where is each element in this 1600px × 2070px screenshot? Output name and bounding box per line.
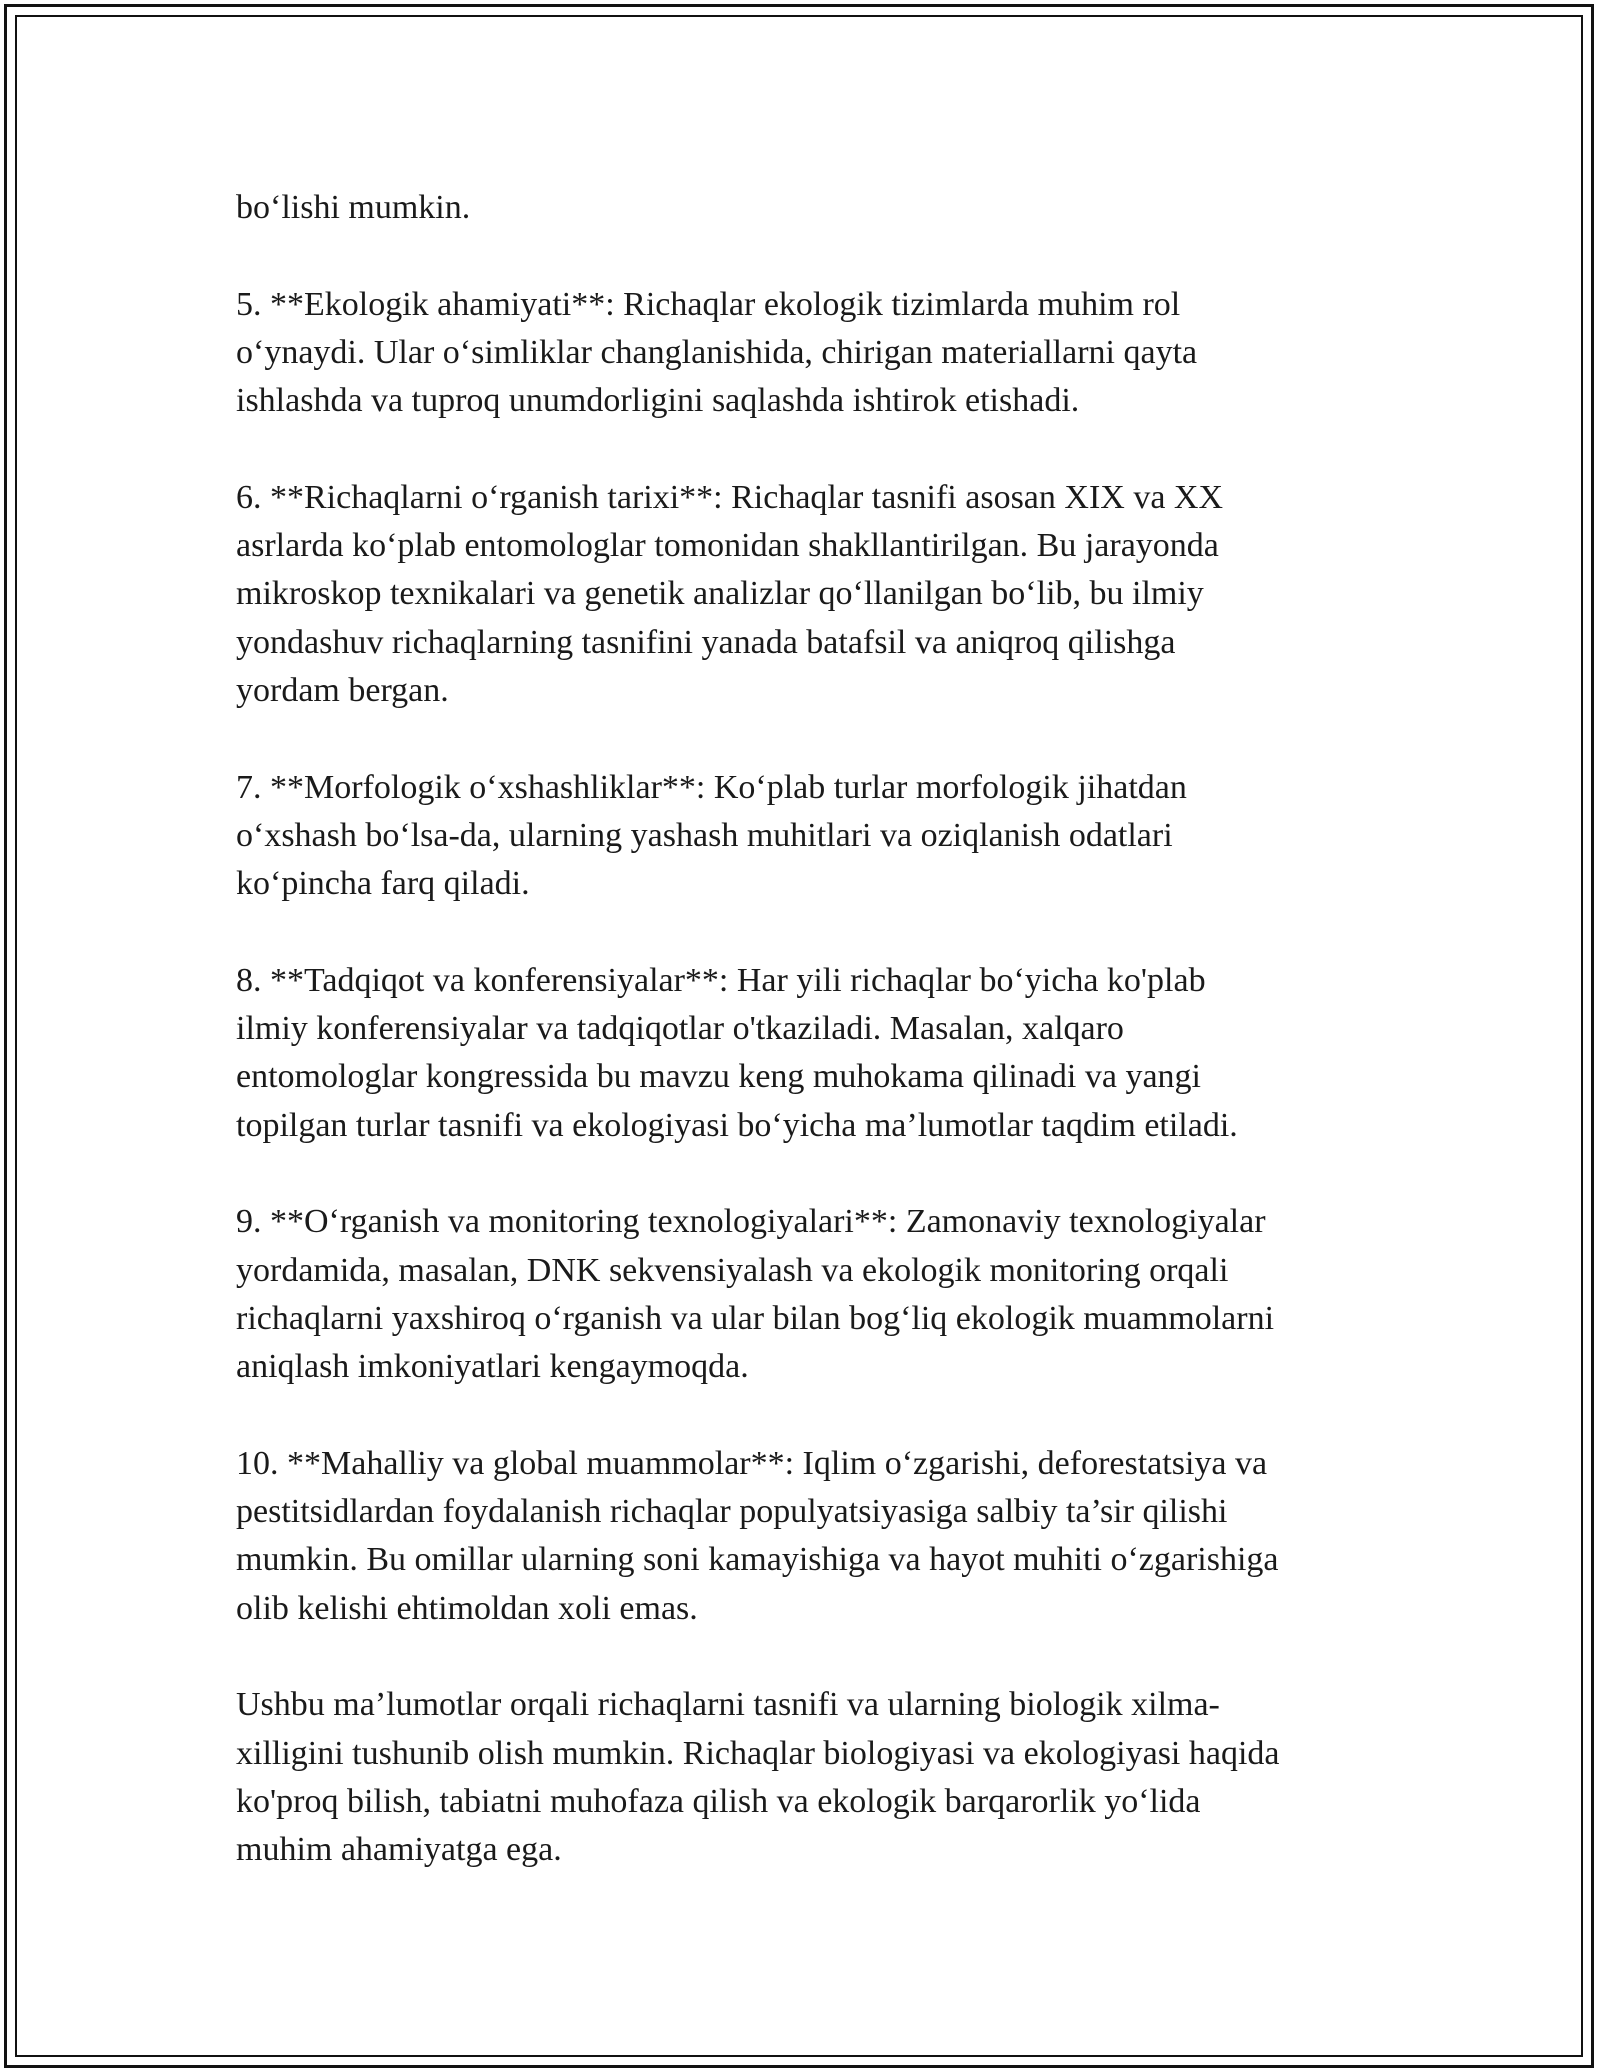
document-body <box>236 184 1376 1874</box>
paragraph-continuation: bo‘lishi mumkin. <box>236 189 471 226</box>
paragraph-item-7: 7. **Morfologik o‘xshashliklar**: Ko‘plab turlar morfologik jihatdan o‘xshash bo‘lsa-da, ularning yashash muhitlari va oziqlanish odatlari ko‘pincha farq qiladi. <box>236 768 1187 903</box>
paragraph-item-10: 10. **Mahalliy va global muammolar**: Iqlim o‘zgarishi, deforestatsiya va pestitsidlardan foydalanish richaqlar populyatsiyasiga salbiy ta’sir qilishi mumkin. Bu omillar ularning soni kamayishiga va hayot muhiti o‘zgarishiga olib kelishi ehtimoldan xoli emas. <box>236 1444 1279 1627</box>
paragraph-conclusion: Ushbu ma’lumotlar orqali richaqlarni tasnifi va ularning biologik xilma- xilligini tushunib olish mumkin. Richaqlar biologiyasi va ekologiyasi haqida ko'proq bilish, tabiatni muhofaza qilish va ekologik barqarorlik yo‘lida muhim ahamiyatga ega. <box>236 1686 1280 1869</box>
paragraph-item-9: 9. **O‘rganish va monitoring texnologiyalari**: Zamonaviy texnologiyalar yordamida, masalan, DNK sekvensiyalash va ekologik monitoring orqali richaqlarni yaxshiroq o‘rganish va ular bilan bog‘liq ekologik muammolarni aniqlash imkoniyatlari kengaymoqda. <box>236 1203 1275 1386</box>
paragraph-item-6: 6. **Richaqlarni o‘rganish tarixi**: Richaqlar tasnifi asosan XIX va XX asrlarda ko‘plab entomologlar tomonidan shakllantirilgan. Bu jarayonda mikroskop texnikalari va genetik analizlar qo‘llanilgan bo‘lib, bu ilmiy yondashuv richaqlarning tasnifini yanada batafsil va aniqroq qilishga yordam bergan. <box>236 478 1224 709</box>
paragraph-item-5: 5. **Ekologik ahamiyati**: Richaqlar ekologik tizimlarda muhim rol o‘ynaydi. Ular o‘simliklar changlanishida, chirigan materiallarni qayta ishlashda va tuproq unumdorligini saqlashda ishtirok etishadi. <box>236 285 1198 420</box>
paragraph-item-8: 8. **Tadqiqot va konferensiyalar**: Har yili richaqlar bo‘yicha ko'plab ilmiy konferensiyalar va tadqiqotlar o'tkaziladi. Masalan, xalqaro entomologlar kongressida bu mavzu keng muhokama qilinadi va yangi topilgan turlar tasnifi va ekologiyasi bo‘yicha ma’lumotlar taqdim etiladi. <box>236 961 1238 1144</box>
